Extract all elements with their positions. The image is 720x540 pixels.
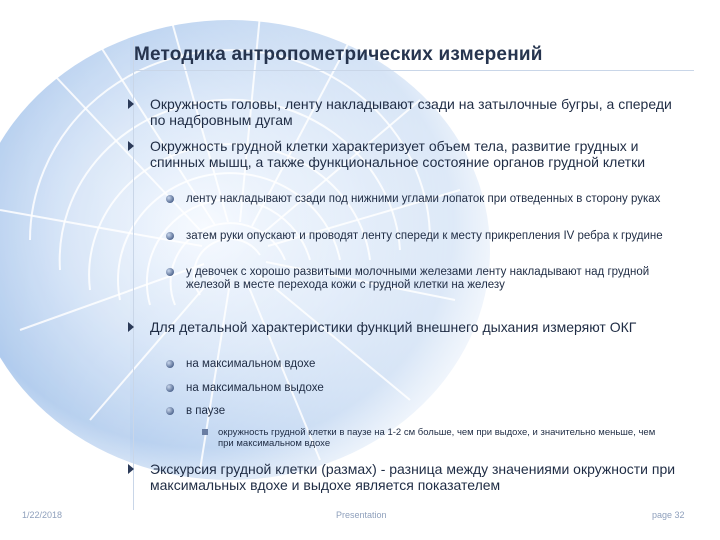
bullet-text: Экскурсия грудной клетки (размах) - разница между значениями окружности при максимальных вдохе и выдохе является показателем [150,461,676,493]
sub-bullet-text: в паузе [186,405,226,417]
sub-bullet-text: на максимальном выдохе [186,382,324,394]
triangle-bullet-icon [128,99,134,109]
sphere-bullet-icon [166,384,174,392]
sub-bullet-text: на максимальном вдохе [186,358,316,370]
bullet-text: Для детальной характеристики функций внешнего дыхания измеряют ОКГ [150,319,637,335]
sub-bullet [186,193,686,206]
square-bullet-icon [202,429,208,435]
sphere-bullet-icon [166,268,174,276]
bullet-text: Окружность грудной клетки характеризует объем тела, развитие грудных и спинных мышц, а также функциональное состояние органов грудной клетки [150,138,646,170]
bullet-respiratory-function [150,319,690,335]
sphere-bullet-icon [166,232,174,240]
sub-bullet-text: у девочек с хорошо развитыми молочными железами ленту накладывают над грудной железой в месте перехода кожи с грудной клетки на железу [186,266,650,291]
sub-sub-bullet [218,427,673,449]
bullet-chest-excursion [150,461,690,493]
sphere-bullet-icon [166,407,174,415]
footer-page-number: page 32 [652,510,685,520]
footer-date: 1/22/2018 [22,510,63,520]
bullet-chest-circumference [150,138,690,170]
triangle-bullet-icon [128,141,134,151]
sub-bullet [186,405,686,418]
slide-title: Методика антропометрических измерений [134,44,543,65]
sub-bullet-text: ленту накладывают сзади под нижними углами лопаток при отведенных в сторону руках [186,193,661,205]
triangle-bullet-icon [128,322,134,332]
bullet-text: Окружность головы, ленту накладывают сзади на затылочные бугры, а спереди по надбровным дугам [150,96,672,128]
footer-center-label: Presentation [336,510,387,520]
sub-bullet [186,230,686,243]
sphere-bullet-icon [166,195,174,203]
sub-bullet [186,266,686,292]
sub-bullet [186,382,686,395]
sub-bullet-text: затем руки опускают и проводят ленту спереди к месту прикрепления IV ребра к грудине [186,230,663,242]
sub-bullet [186,358,686,371]
sub-sub-bullet-text: окружность грудной клетки в паузе на 1-2 см больше, чем при выдохе, и значительно меньше, чем при максимальном вдохе [218,427,656,449]
triangle-bullet-icon [128,464,134,474]
sphere-bullet-icon [166,360,174,368]
bullet-head-circumference [150,96,690,128]
